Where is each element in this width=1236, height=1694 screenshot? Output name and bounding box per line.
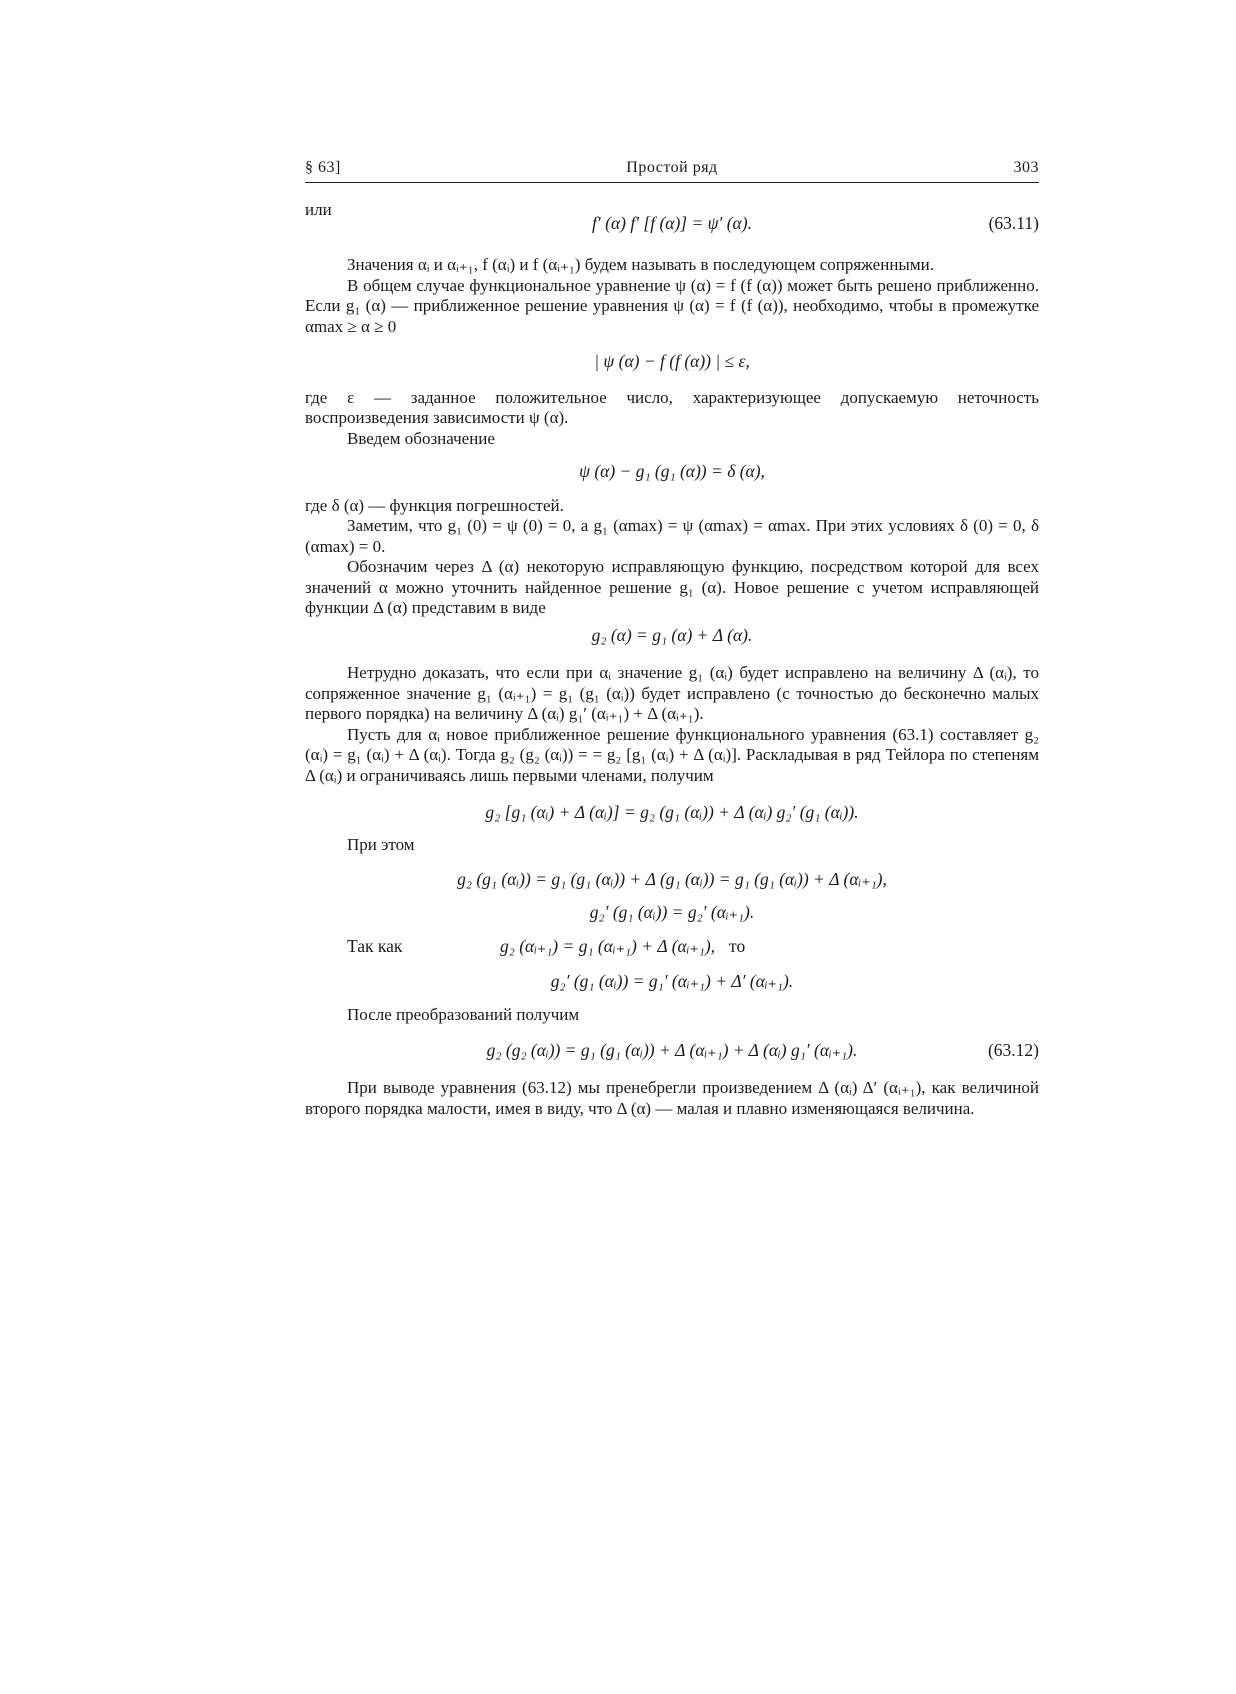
equation-63-12 — [305, 1040, 1039, 1061]
paragraph: где δ (α) — функция погрешностей. — [305, 495, 564, 515]
equation-a-body: g₂ (g₁ (αᵢ)) = g₁ (g₁ (αᵢ)) + Δ (g₁ (αᵢ)) = g₁ (g₁ (αᵢ)) + Δ (αᵢ₊₁), — [457, 869, 887, 889]
equation-number-63-11: (63.11) — [988, 212, 1039, 233]
equation-g2-body: g₂ (α) = g₁ (α) + Δ (α). — [591, 624, 753, 645]
paragraph: При выводе уравнения (63.12) мы пренебрегли произведением Δ (αᵢ) Δ′ (αᵢ₊₁), как величиной второго порядка малости, имея в виду, что Δ (α) — малая и плавно изменяющаяся величина. — [305, 1078, 1039, 1118]
paragraph-tak-kak — [305, 936, 1039, 957]
equation-g2 — [305, 625, 1039, 646]
equation-63-12-body: g₂ (g₂ (αᵢ)) = g₁ (g₁ (αᵢ)) + Δ (αᵢ₊₁) + Δ (αᵢ) g₁′ (αᵢ₊₁). — [486, 1039, 858, 1060]
paragraph: Значения αᵢ и αᵢ₊₁, f (αᵢ) и f (αᵢ₊₁) будем называть в последующем сопряженными. — [347, 255, 934, 274]
paragraph: где ε — заданное положительное число, характеризующее допускаемую неточность воспроизведения зависимости ψ (α). — [305, 387, 1039, 427]
running-header — [305, 158, 1039, 183]
text-tak-kak: Так как — [347, 936, 403, 956]
paragraph: Обозначим через Δ (α) некоторую исправляющую функцию, посредством которой для всех значений α можно уточнить найденное решение g₁ (α). Новое решение с учетом исправляющей функции Δ (α) представим в виде — [305, 557, 1039, 617]
paragraph: При этом — [347, 834, 415, 854]
equation-delta — [305, 461, 1039, 482]
section-ref: § 63] — [305, 159, 341, 176]
equation-b-body: g₂′ (g₁ (αᵢ)) = g₂′ (αᵢ₊₁). — [589, 901, 755, 922]
running-title: Простой ряд — [626, 159, 718, 176]
equation-inline-g2: g₂ (αᵢ₊₁) = g₁ (αᵢ₊₁) + Δ (αᵢ₊₁), — [500, 936, 716, 956]
equation-number-63-12: (63.12) — [987, 1039, 1039, 1060]
equation-taylor-body: g₂ [g₁ (αᵢ) + Δ (αᵢ)] = g₂ (g₁ (αᵢ)) + Δ (αᵢ) g₂′ (g₁ (αᵢ)). — [485, 802, 859, 822]
text-ili: или — [305, 200, 332, 219]
equation-a — [305, 869, 1039, 890]
page-body — [305, 200, 1039, 1119]
equation-inequality — [305, 351, 1039, 372]
equation-delta-body: ψ (α) − g₁ (g₁ (α)) = δ (α), — [579, 461, 765, 481]
equation-c-body: g₂′ (g₁ (αᵢ)) = g₁′ (αᵢ₊₁) + Δ′ (αᵢ₊₁). — [550, 970, 794, 991]
page-number: 303 — [1013, 159, 1039, 176]
paragraph: Введем обозначение — [347, 428, 495, 448]
equation-b — [305, 902, 1039, 923]
equation-inequality-body: | ψ (α) − f (f (α)) | ≤ ε, — [594, 351, 750, 371]
paragraph: В общем случае функциональное уравнение ψ (α) = f (f (α)) может быть решено приближенно. Если g₁ (α) — приближенное решение уравнения ψ (α) = f (f (α)), необходимо, чтобы в промежутке αmax ≥ α ≥ 0 — [305, 275, 1039, 336]
paragraph: Заметим, что g₁ (0) = ψ (0) = 0, а g₁ (αmax) = ψ (αmax) = αmax. При этих условиях δ (0) = 0, δ (αmax) = 0. — [305, 516, 1039, 556]
text-to: то — [729, 936, 746, 956]
equation-63-11-body: f′ (α) f′ [f (α)] = ψ′ (α). — [592, 212, 752, 233]
equation-63-11 — [305, 213, 1039, 234]
equation-c — [305, 971, 1039, 992]
paragraph: Пусть для αᵢ новое приближенное решение функционального уравнения (63.1) составляет g₂ (αᵢ) = g₁ (αᵢ) + Δ (αᵢ). Тогда g₂ (g₂ (αᵢ)) = = g₂ [g₁ (αᵢ) + Δ (αᵢ)]. Раскладывая в ряд Тейлора по степеням Δ (αᵢ) и ограничиваясь лишь первыми членами, получим — [305, 724, 1039, 785]
paragraph: После преобразований получим — [347, 1005, 580, 1024]
equation-taylor — [305, 802, 1039, 823]
paragraph: Нетрудно доказать, что если при αᵢ значение g₁ (αᵢ) будет исправлено на величину Δ (αᵢ), то сопряженное значение g₁ (αᵢ₊₁) = g₁ (g₁ (αᵢ)) будет исправлено (с точностью до бесконечно малых первого порядка) на величину Δ (αᵢ) g₁′ (αᵢ₊₁) + Δ (αᵢ₊₁). — [305, 663, 1039, 723]
